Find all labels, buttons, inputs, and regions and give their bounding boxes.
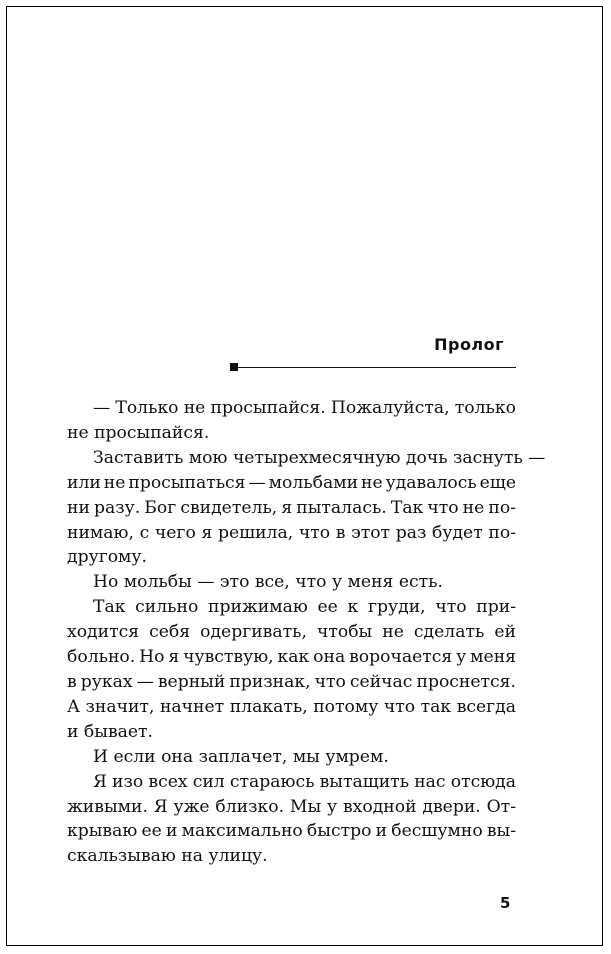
text-line: и бывает. bbox=[67, 721, 154, 742]
text-line: ни разу. Бог свидетель, я пыталась. Так что не по- bbox=[67, 497, 516, 518]
text-line: Заставить мою четырехмесячную дочь заснуть — bbox=[93, 447, 546, 468]
text-line: скальзываю на улицу. bbox=[67, 846, 268, 867]
text-line: — Только не просыпайся. Пожалуйста, только bbox=[93, 398, 516, 418]
chapter-title: Пролог bbox=[434, 335, 504, 354]
text-line: ходится себя одергивать, чтобы не сделать ей bbox=[67, 622, 516, 643]
text-line: больно. Но я чувствую, как она ворочается у меня bbox=[67, 647, 516, 668]
chapter-rule bbox=[237, 367, 516, 368]
body-text bbox=[67, 396, 546, 869]
text-line: А значит, начнет плакать, потому что так всегда bbox=[67, 696, 516, 717]
text-line: другому. bbox=[67, 547, 147, 568]
book-page bbox=[6, 6, 603, 946]
text-line: крываю ее и максимально быстро и бесшумно вы- bbox=[67, 821, 516, 842]
text-line: или не просыпаться — мольбами не удавалось еще bbox=[67, 472, 516, 493]
text-line: И если она заплачет, мы умрем. bbox=[93, 746, 389, 767]
page-number: 5 bbox=[500, 894, 511, 912]
text-line: нимаю, с чего я решила, что в этот раз будет по- bbox=[67, 522, 516, 543]
text-line: Я изо всех сил стараюсь вытащить нас отсюда bbox=[93, 771, 516, 792]
text-line: живыми. Я уже близко. Мы у входной двери. От- bbox=[67, 796, 516, 817]
text-line: Но мольбы — это все, что у меня есть. bbox=[93, 572, 443, 593]
text-line: не просыпайся. bbox=[67, 422, 210, 443]
text-line: Так сильно прижимаю ее к груди, что при- bbox=[93, 597, 516, 618]
text-line: в руках — верный признак, что сейчас проснется. bbox=[67, 671, 516, 692]
